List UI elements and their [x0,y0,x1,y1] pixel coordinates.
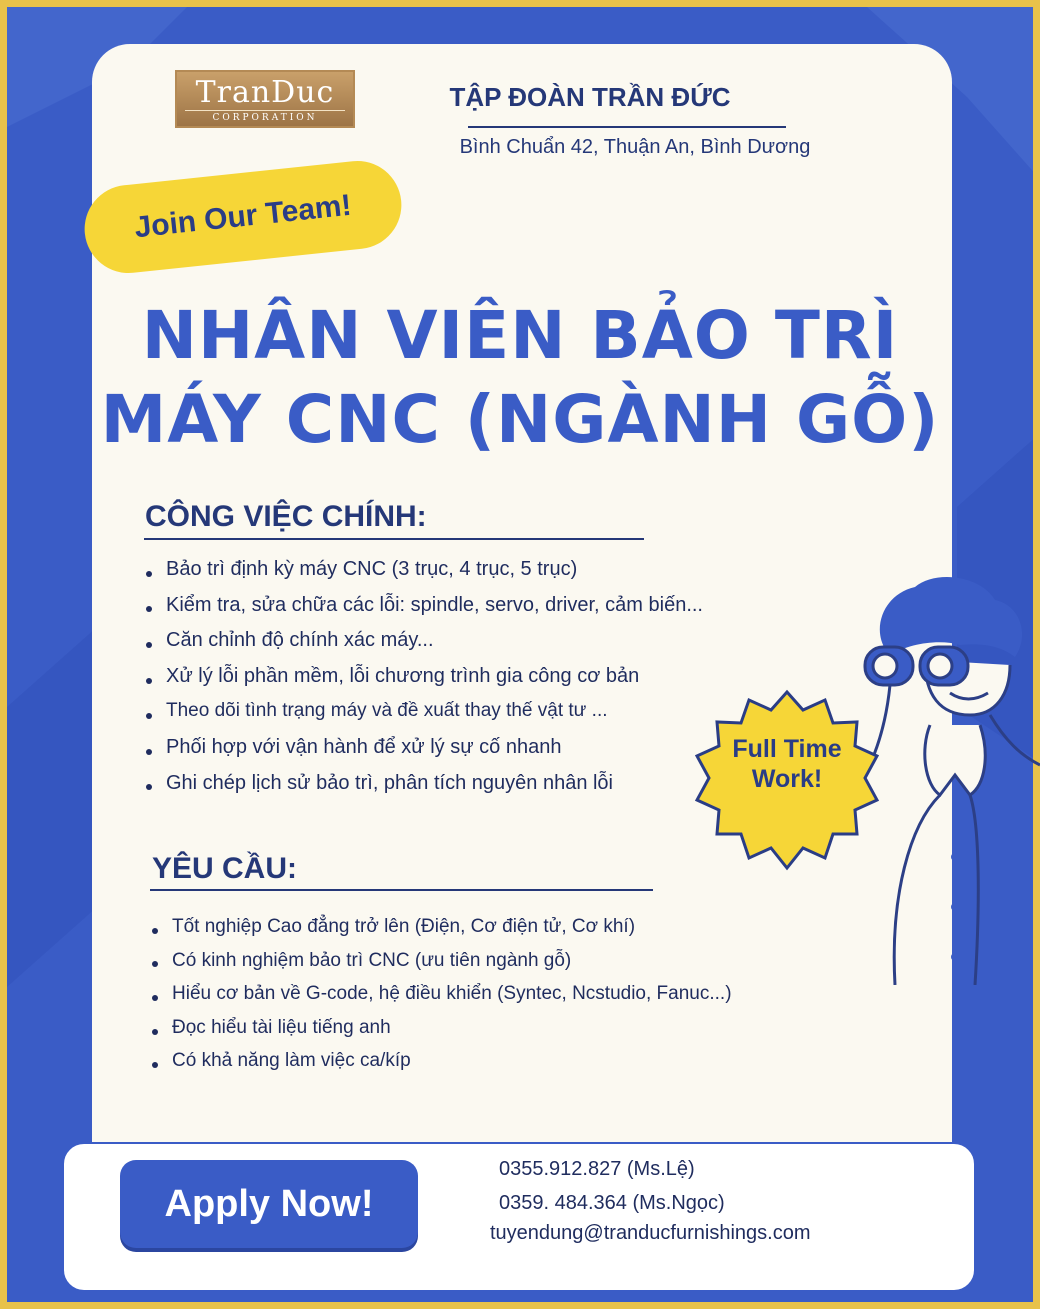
list-item: Có khả năng làm việc ca/kíp [150,1048,732,1082]
list-item: Ghi chép lịch sử bảo trì, phân tích nguyên nhân lỗi [144,770,703,806]
requirements-list [150,914,732,1082]
duties-divider [144,538,644,540]
list-item: Theo dõi tình trạng máy và đề xuất thay thế vật tư ... [144,698,703,734]
job-title-line-2: MÁY CNC (NGÀNH GỖ) [100,381,940,458]
contact-phone-1: 0355.912.827 (Ms.Lệ) [499,1158,695,1180]
apply-now-button[interactable] [120,1160,418,1248]
company-name: TẬP ĐOÀN TRẦN ĐỨC [449,82,731,112]
list-item: Xử lý lỗi phần mềm, lỗi chương trình gia công cơ bản [144,663,703,699]
company-divider [468,126,786,128]
company-address: Bình Chuẩn 42, Thuận An, Bình Dương [459,136,811,158]
requirements-divider [150,889,653,891]
duties-heading: CÔNG VIỆC CHÍNH: [145,500,427,533]
logo-subtitle: CORPORATION [185,110,345,123]
contact-email[interactable]: tuyendung@tranducfurnishings.com [490,1222,811,1244]
job-title-line-1: NHÂN VIÊN BẢO TRÌ [141,297,899,374]
apply-now-label: Apply Now! [164,1182,374,1225]
requirements-heading: YÊU CẦU: [152,852,298,885]
duties-list [144,556,703,805]
join-team-label: Join Our Team! [132,188,353,245]
badge-line-2: Work! [751,765,823,793]
contact-phone-2: 0359. 484.364 (Ms.Ngọc) [499,1192,725,1214]
list-item: Có kinh nghiệm bảo trì CNC (ưu tiên ngành gỗ) [150,948,732,982]
list-item: Tốt nghiệp Cao đẳng trở lên (Điện, Cơ điện tử, Cơ khí) [150,914,732,948]
full-time-badge-text [693,734,881,794]
logo-wordmark: TranDuc [195,75,335,110]
list-item: Hiểu cơ bản về G-code, hệ điều khiển (Syntec, Ncstudio, Fanuc...) [150,981,732,1015]
list-item: Đọc hiểu tài liệu tiếng anh [150,1015,732,1049]
list-item: Bảo trì định kỳ máy CNC (3 trục, 4 trục, 5 trục) [144,556,703,592]
badge-line-1: Full Time [732,735,842,763]
list-item: Căn chỉnh độ chính xác máy... [144,627,703,663]
list-item: Phối hợp với vận hành để xử lý sự cố nhanh [144,734,703,770]
list-item: Kiểm tra, sửa chữa các lỗi: spindle, servo, driver, cảm biến... [144,592,703,628]
company-logo [175,70,355,128]
